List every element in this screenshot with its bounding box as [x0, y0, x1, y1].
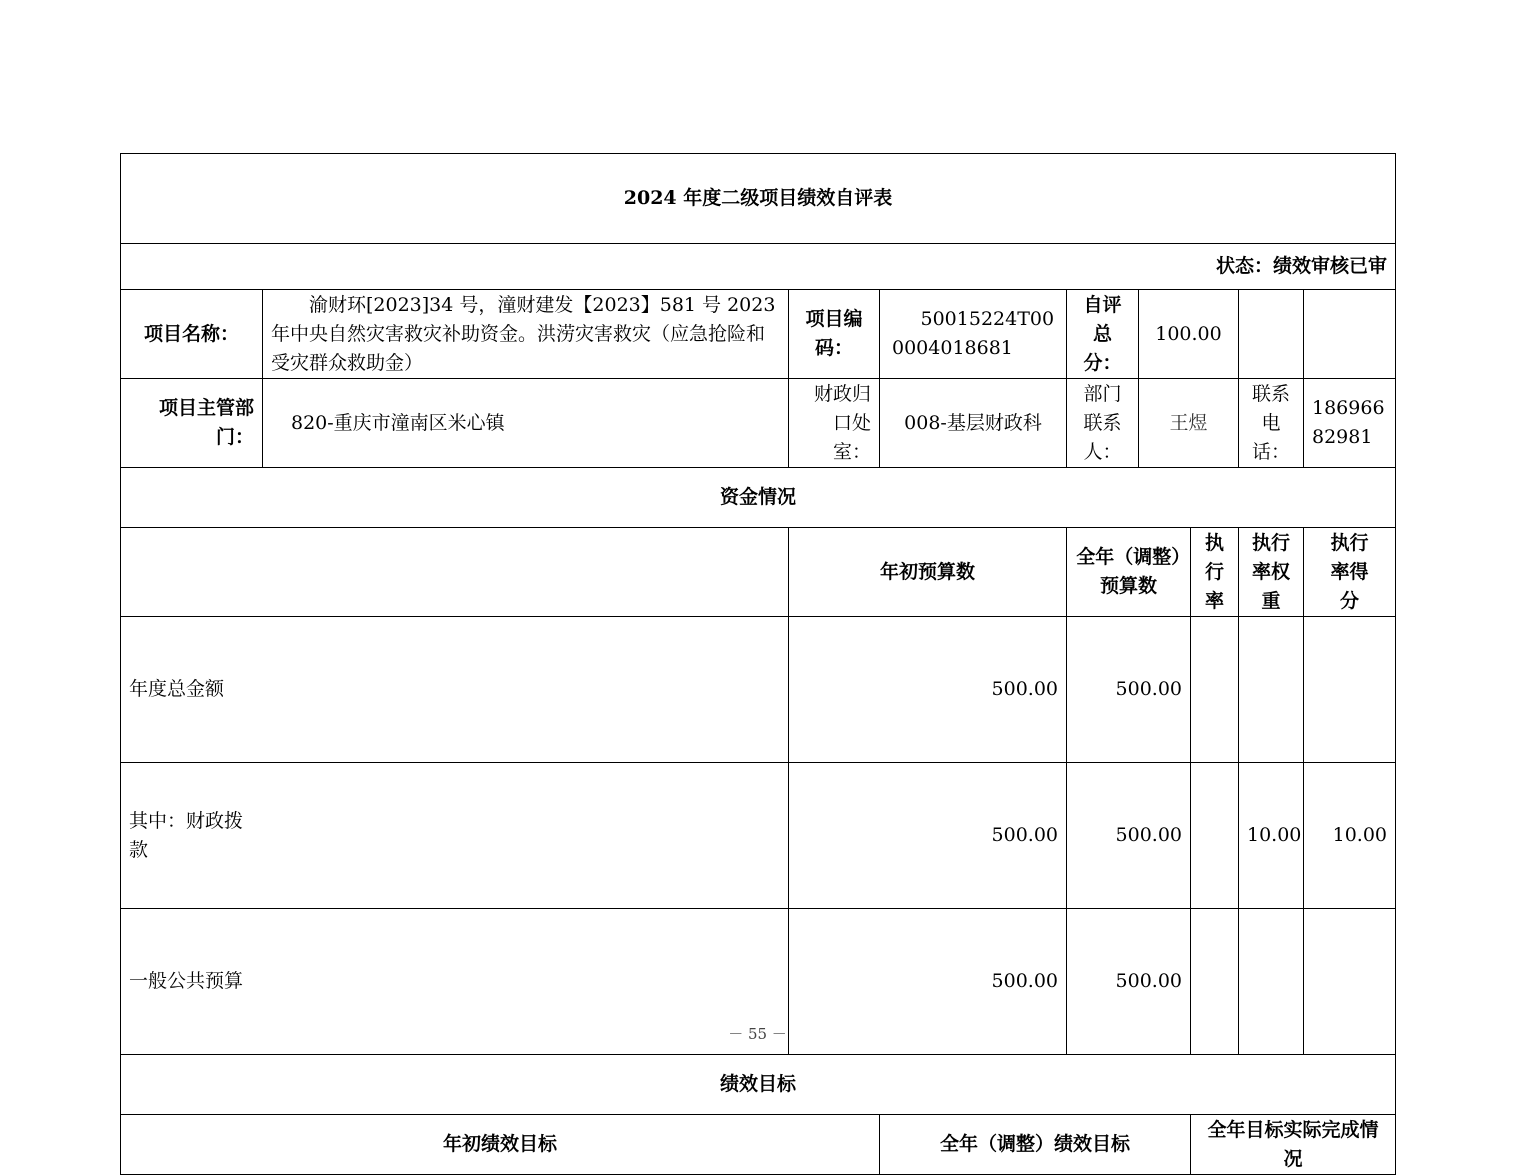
funds-row-score: 10.00 [1304, 763, 1396, 909]
funds-row-adjusted: 500.00 [1067, 909, 1191, 1055]
funds-section-title: 资金情况 [121, 468, 1396, 528]
score-value: 100.00 [1139, 290, 1239, 379]
goals-header-initial: 年初绩效目标 [121, 1115, 880, 1175]
funds-row-name: 年度总金额 [121, 617, 789, 763]
evaluation-table [120, 153, 1396, 1175]
project-code-label: 项目编码： [789, 290, 880, 379]
funds-row-name-text: 其中：财政拨款 [129, 809, 244, 861]
phone-value: 18696682981 [1304, 379, 1396, 468]
phone-label: 联系电话： [1239, 379, 1304, 468]
dept-label: 项目主管部门： [121, 379, 263, 468]
contact-value: 王煜 [1139, 379, 1239, 468]
funds-row [121, 763, 1396, 909]
funds-row-weight [1239, 617, 1304, 763]
funds-header-exec-rate: 执行率 [1191, 528, 1239, 617]
project-info-row-1 [121, 290, 1396, 379]
funds-row-initial: 500.00 [789, 909, 1067, 1055]
funds-header-adjusted-budget: 全年（调整）预算数 [1067, 528, 1191, 617]
goals-section-title: 绩效目标 [121, 1055, 1396, 1115]
funds-row-name [121, 763, 789, 909]
score-label: 自评总分： [1067, 290, 1139, 379]
dept-value: 820-重庆市潼南区米心镇 [263, 379, 789, 468]
funds-row-executed [1191, 763, 1239, 909]
funds-row [121, 617, 1396, 763]
project-name-label: 项目名称： [121, 290, 263, 379]
funds-row-score [1304, 617, 1396, 763]
funds-row-adjusted: 500.00 [1067, 617, 1191, 763]
funds-header-row [121, 528, 1396, 617]
funds-header-rate-weight: 执行率权重 [1239, 528, 1304, 617]
goals-header-adjusted: 全年（调整）绩效目标 [880, 1115, 1191, 1175]
status-text: 状态：绩效审核已审 [121, 244, 1396, 290]
funds-row-initial: 500.00 [789, 763, 1067, 909]
funds-row-weight: 10.00 [1239, 763, 1304, 909]
goals-header-actual: 全年目标实际完成情况 [1191, 1115, 1396, 1175]
funds-header-rate-score: 执行率得分 [1304, 528, 1396, 617]
empty-cell [1304, 290, 1396, 379]
page-number: － 55 － [728, 1025, 787, 1043]
finance-label: 财政归口处室： [789, 379, 880, 468]
page-title: 2024 年度二级项目绩效自评表 [121, 154, 1396, 244]
project-info-row-2 [121, 379, 1396, 468]
funds-row-name: 一般公共预算 [121, 909, 789, 1055]
empty-cell [1239, 290, 1304, 379]
funds-row-initial: 500.00 [789, 617, 1067, 763]
funds-header-blank [121, 528, 789, 617]
project-name-value: 渝财环[2023]34 号，潼财建发【2023】581 号 2023 年中央自然灾害救灾补助资金。洪涝灾害救灾（应急抢险和受灾群众救助金） [263, 290, 789, 379]
project-code-value: 50015224T000004018681 [880, 290, 1067, 379]
funds-header-initial-budget: 年初预算数 [789, 528, 1067, 617]
contact-label: 部门联系人： [1067, 379, 1139, 468]
funds-row-adjusted: 500.00 [1067, 763, 1191, 909]
goals-header-row [121, 1115, 1396, 1175]
finance-value: 008-基层财政科 [880, 379, 1067, 468]
funds-row-executed [1191, 617, 1239, 763]
